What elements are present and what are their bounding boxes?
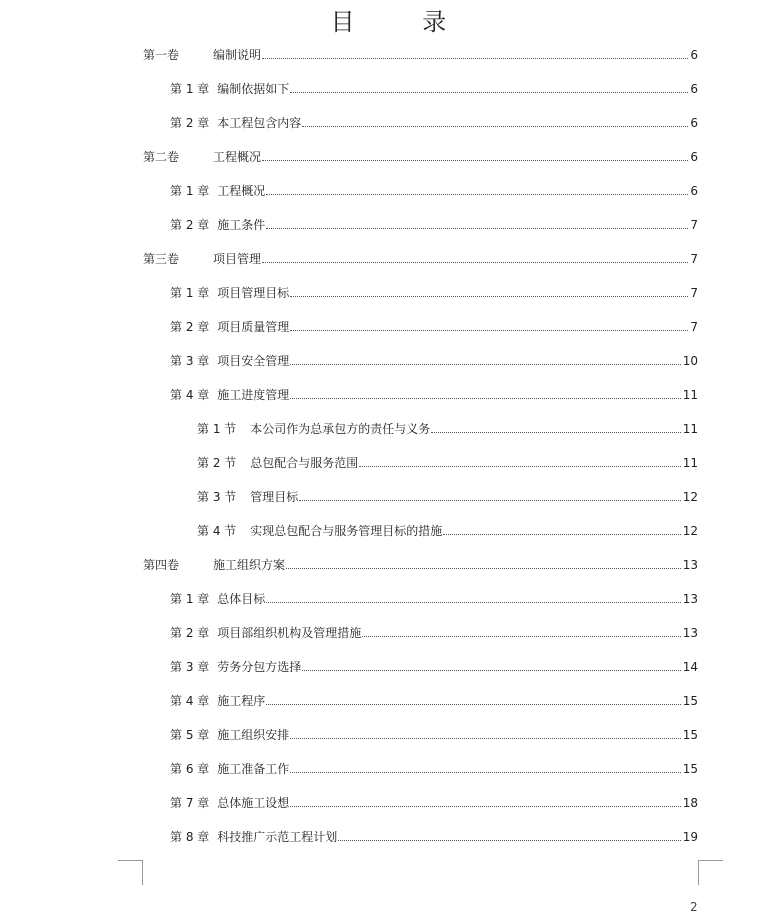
toc-dot-leader xyxy=(290,398,680,399)
toc-entry[interactable] xyxy=(170,790,698,810)
toc-entry-title: 施工条件 xyxy=(217,218,266,232)
toc-entry-page: 7 xyxy=(690,218,698,232)
toc-entry-label: 第 2 节 xyxy=(197,456,237,470)
page-number: 2 xyxy=(690,900,698,914)
toc-entry-title: 总体施工设想 xyxy=(217,796,290,810)
toc-entry-title: 项目安全管理 xyxy=(217,354,290,368)
toc-dot-leader xyxy=(290,330,688,331)
toc-dot-leader xyxy=(290,738,680,739)
toc-entry[interactable] xyxy=(170,212,698,232)
toc-entry[interactable] xyxy=(170,76,698,96)
toc-entry-label: 第四卷 xyxy=(143,558,180,572)
toc-entry[interactable] xyxy=(170,756,698,776)
toc-entry[interactable] xyxy=(170,722,698,742)
toc-entry[interactable] xyxy=(143,552,698,572)
toc-entry-label: 第一卷 xyxy=(143,48,180,62)
toc-entry-label: 第 1 章 xyxy=(170,286,210,300)
toc-entry-page: 7 xyxy=(690,286,698,300)
toc-entry[interactable] xyxy=(170,824,698,844)
toc-entry[interactable] xyxy=(170,110,698,130)
toc-entry[interactable] xyxy=(197,518,698,538)
toc-entry-title: 本工程包含内容 xyxy=(217,116,302,130)
toc-entry-title: 施工组织安排 xyxy=(217,728,290,742)
toc-entry-title: 劳务分包方选择 xyxy=(217,660,302,674)
toc-entry-title: 实现总包配合与服务管理目标的措施 xyxy=(250,524,443,538)
toc-entry-label: 第 6 章 xyxy=(170,762,210,776)
toc-entry-page: 7 xyxy=(690,252,698,266)
toc-entry-title: 项目管理 xyxy=(213,252,262,266)
toc-entry[interactable] xyxy=(170,178,698,198)
toc-dot-leader xyxy=(266,228,688,229)
toc-entry-page: 13 xyxy=(682,626,698,640)
toc-dot-leader xyxy=(362,636,680,637)
toc-entry-page: 11 xyxy=(682,456,698,470)
toc-entry-title: 管理目标 xyxy=(250,490,299,504)
toc-entry-page: 6 xyxy=(690,48,698,62)
toc-dot-leader xyxy=(262,160,688,161)
toc-entry-page: 15 xyxy=(682,694,698,708)
toc-entry-label: 第 3 章 xyxy=(170,660,210,674)
toc-entry-page: 7 xyxy=(690,320,698,334)
toc-entry-title: 项目管理目标 xyxy=(217,286,290,300)
toc-entry-page: 15 xyxy=(682,762,698,776)
toc-entry-label: 第 4 章 xyxy=(170,388,210,402)
toc-entry-title: 施工准备工作 xyxy=(217,762,290,776)
toc-dot-leader xyxy=(443,534,680,535)
toc-entry-title: 总体目标 xyxy=(217,592,266,606)
toc-entry-label: 第二卷 xyxy=(143,150,180,164)
toc-dot-leader xyxy=(262,262,688,263)
toc-entry-page: 6 xyxy=(690,82,698,96)
toc-entry-label: 第 4 节 xyxy=(197,524,237,538)
toc-entry-label: 第 1 章 xyxy=(170,592,210,606)
toc-entry-label: 第 4 章 xyxy=(170,694,210,708)
toc-entry-title: 工程概况 xyxy=(217,184,266,198)
toc-entry-label: 第 2 章 xyxy=(170,116,210,130)
toc-entry-label: 第 3 节 xyxy=(197,490,237,504)
toc-entry-page: 12 xyxy=(682,490,698,504)
toc-entry[interactable] xyxy=(197,484,698,504)
page-title: 目 录 xyxy=(330,8,477,36)
toc-dot-leader xyxy=(266,704,680,705)
crop-mark-left xyxy=(118,860,143,885)
toc-entry-title: 项目质量管理 xyxy=(217,320,290,334)
toc-entry-label: 第 1 章 xyxy=(170,184,210,198)
toc-dot-leader xyxy=(299,500,680,501)
toc-entry-title: 本公司作为总承包方的责任与义务 xyxy=(250,422,431,436)
toc-entry-label: 第 1 节 xyxy=(197,422,237,436)
toc-entry-page: 10 xyxy=(682,354,698,368)
toc-entry-title: 工程概况 xyxy=(213,150,262,164)
toc-dot-leader xyxy=(290,364,680,365)
toc-dot-leader xyxy=(290,92,688,93)
toc-entry-page: 6 xyxy=(690,116,698,130)
toc-entry-title: 编制依据如下 xyxy=(217,82,290,96)
crop-mark-right xyxy=(698,860,723,885)
toc-dot-leader xyxy=(338,840,680,841)
toc-entry-title: 编制说明 xyxy=(213,48,262,62)
toc-entry[interactable] xyxy=(143,246,698,266)
toc-entry[interactable] xyxy=(170,382,698,402)
toc-entry-page: 11 xyxy=(682,422,698,436)
toc-entry[interactable] xyxy=(170,620,698,640)
toc-entry-label: 第 2 章 xyxy=(170,320,210,334)
toc-entry-page: 11 xyxy=(682,388,698,402)
toc-entry[interactable] xyxy=(170,348,698,368)
toc-entry[interactable] xyxy=(170,314,698,334)
toc-entry[interactable] xyxy=(170,280,698,300)
toc-entry-label: 第 1 章 xyxy=(170,82,210,96)
toc-dot-leader xyxy=(302,126,688,127)
toc-entry[interactable] xyxy=(143,144,698,164)
toc-dot-leader xyxy=(286,568,681,569)
toc-entry-label: 第 2 章 xyxy=(170,626,210,640)
toc-entry-page: 13 xyxy=(682,592,698,606)
toc-entry-label: 第 5 章 xyxy=(170,728,210,742)
toc-entry-page: 19 xyxy=(682,830,698,844)
toc-entry[interactable] xyxy=(197,416,698,436)
toc-entry[interactable] xyxy=(197,450,698,470)
toc-entry-label: 第三卷 xyxy=(143,252,180,266)
toc-dot-leader xyxy=(266,194,688,195)
toc-entry-label: 第 7 章 xyxy=(170,796,210,810)
toc-entry-title: 项目部组织机构及管理措施 xyxy=(217,626,362,640)
toc-dot-leader xyxy=(290,296,688,297)
toc-dot-leader xyxy=(266,602,680,603)
toc-entry-title: 总包配合与服务范围 xyxy=(250,456,359,470)
toc-entry[interactable] xyxy=(143,42,698,62)
toc-dot-leader xyxy=(262,58,688,59)
toc-entry-page: 6 xyxy=(690,184,698,198)
toc-dot-leader xyxy=(302,670,680,671)
toc-entry[interactable] xyxy=(170,586,698,606)
toc-dot-leader xyxy=(359,466,680,467)
toc-dot-leader xyxy=(290,806,680,807)
toc-entry[interactable] xyxy=(170,654,698,674)
toc-entry-title: 施工进度管理 xyxy=(217,388,290,402)
toc-entry-label: 第 3 章 xyxy=(170,354,210,368)
toc-entry-page: 14 xyxy=(682,660,698,674)
toc-dot-leader xyxy=(290,772,680,773)
toc-entry[interactable] xyxy=(170,688,698,708)
toc-entry-page: 15 xyxy=(682,728,698,742)
toc-dot-leader xyxy=(431,432,680,433)
toc-entry-title: 施工组织方案 xyxy=(213,558,286,572)
toc-entry-title: 施工程序 xyxy=(217,694,266,708)
toc-entry-label: 第 2 章 xyxy=(170,218,210,232)
toc-entry-page: 13 xyxy=(682,558,698,572)
toc-entry-label: 第 8 章 xyxy=(170,830,210,844)
toc-entry-page: 12 xyxy=(682,524,698,538)
toc-entry-title: 科技推广示范工程计划 xyxy=(217,830,338,844)
toc-entry-page: 6 xyxy=(690,150,698,164)
toc-entry-page: 18 xyxy=(682,796,698,810)
